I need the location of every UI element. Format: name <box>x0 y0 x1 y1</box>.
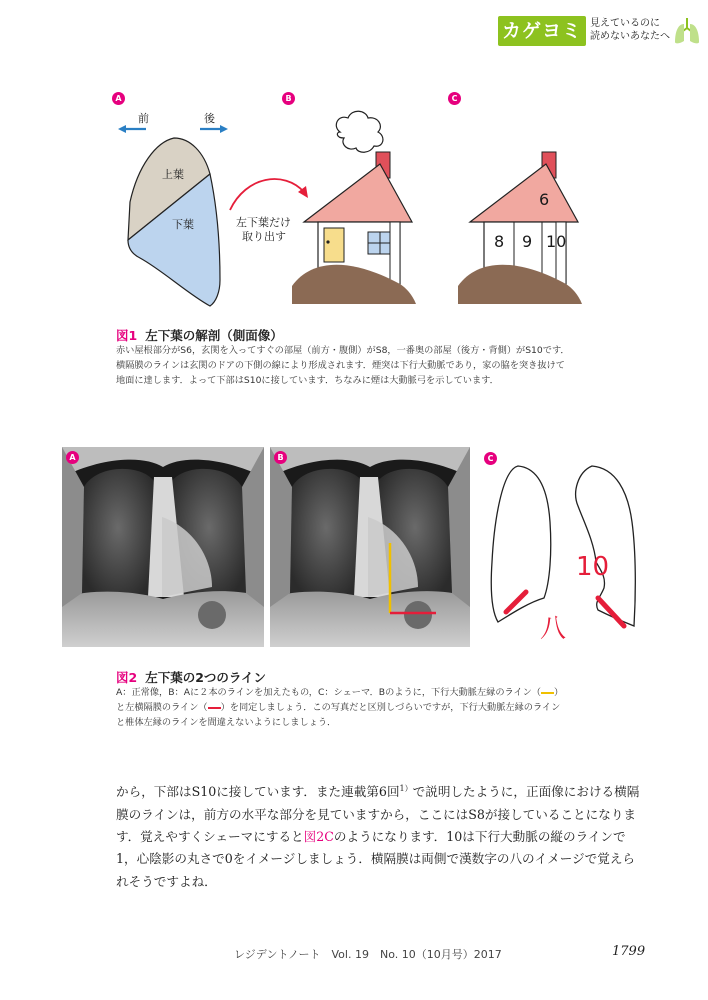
xray-image-a <box>62 447 264 647</box>
figure2-caption-line2 <box>116 700 656 715</box>
body-line1-rest: で説明したように，正面像における横隔 <box>412 784 640 800</box>
red-line-marker <box>208 707 221 709</box>
figure2-badge-a: A <box>66 451 79 464</box>
chest-xray-a <box>62 447 264 647</box>
figure2-caption-title <box>116 668 266 686</box>
segment-8: 8 <box>494 232 505 251</box>
figure2-caption-line2b: ）を同定しましょう．この写真だと区別しづらいですが，下行大動脈左縁のライン <box>220 702 561 713</box>
logo-text: カゲヨミ <box>498 16 586 46</box>
journal-footer: レジデントノート Vol. 19 No. 10（10月号）2017 <box>234 948 502 961</box>
label-front: 前 <box>138 112 149 125</box>
body-line1 <box>116 778 654 804</box>
schema-kanji-8: 八 <box>540 614 567 644</box>
body-paragraph <box>116 778 654 893</box>
segment-9: 9 <box>522 232 533 251</box>
figure1 <box>112 92 652 312</box>
reference-superscript: 1） <box>399 784 413 793</box>
figure1-caption-line3: 地面に達します．よって下部はS10に接しています．ちなみに煙は大動脈弓を示しています． <box>116 375 499 386</box>
label-lower-lobe: 下葉 <box>172 218 194 231</box>
yellow-line-marker <box>541 692 554 694</box>
body-line4: 1，心陰影の丸さで0をイメージしましょう．横隔膜は両側で漢数字の八のイメージで覚えら <box>116 851 636 867</box>
figure1-caption-body <box>116 343 616 388</box>
figure1-badge-a: A <box>112 92 125 105</box>
figure-reference-link[interactable]: 図2C <box>303 829 334 844</box>
figure1-badge-c: C <box>448 92 461 105</box>
page-number: 1799 <box>612 944 646 959</box>
house-diagram <box>292 108 420 308</box>
figure2-badge-b: B <box>274 451 287 464</box>
tagline-line2: 読めないあなたへ <box>590 31 670 42</box>
extract-label <box>236 216 291 244</box>
figure2-caption-line2a: と左横隔膜のライン（ <box>116 702 208 713</box>
body-line5: れそうですよね． <box>116 873 217 889</box>
extract-label-line1: 左下葉だけ <box>236 216 291 229</box>
segment-6: 6 <box>539 190 550 209</box>
segment-10: 10 <box>546 232 567 251</box>
figure2-caption-line1a: A：正常像，B：Aに２本のラインを加えたもの，C：シェーマ．Bのように，下行大動脈左縁のライン（ <box>116 687 541 698</box>
body-line3b: のようになります．10は下行大動脈の縦のラインで <box>333 829 626 844</box>
figure1-caption-line2: 横隔膜のラインは玄関のドアの下側の線により形成されます．煙突は下行大動脈であり，家の脇を突き抜けて <box>116 360 565 371</box>
figure1-badge-b: B <box>282 92 295 105</box>
body-line1-text: から，下部はS10に接しています．また連載第6回 <box>116 784 400 800</box>
figure1-title: 左下葉の解剖（側面像） <box>145 328 283 343</box>
xray-image-b <box>270 447 470 647</box>
body-line2: 膜のラインは，前方の水平な部分を見ていますから，ここにはS8が接していることになりま <box>116 806 637 822</box>
tagline-line1: 見えているのに <box>590 18 660 29</box>
body-line3a: す．覚えやすくシェーマにすると <box>116 829 304 844</box>
figure1-caption-title <box>116 326 283 344</box>
label-upper-lobe: 上葉 <box>162 168 184 181</box>
schema-number-10: 10 <box>576 552 610 582</box>
house-segment-diagram <box>458 108 586 308</box>
figure2-number: 図2 <box>116 670 138 685</box>
figure1-number: 図1 <box>116 328 138 343</box>
label-back: 後 <box>204 112 215 125</box>
figure2-title: 左下葉の2つのライン <box>145 670 267 685</box>
figure2-caption-line1b: ） <box>554 687 564 698</box>
figure2-caption-line3: と椎体左縁のラインを間違えないようにしましょう． <box>116 717 337 728</box>
extract-label-line2: 取り出す <box>242 230 286 243</box>
lung-icon <box>673 16 701 46</box>
figure2-caption-body <box>116 685 656 730</box>
logo-tagline <box>590 17 670 43</box>
chest-xray-b <box>270 447 470 647</box>
figure1-caption-line1: 赤い屋根部分がS6，玄関を入ってすぐの部屋（前方・腹側）がS8，一番奥の部屋（後方・背側）がS10です． <box>116 345 570 356</box>
figure2-badge-c: C <box>484 452 497 465</box>
header-logo <box>498 16 706 46</box>
figure2-caption-line1 <box>116 685 656 700</box>
body-line3 <box>116 826 654 848</box>
